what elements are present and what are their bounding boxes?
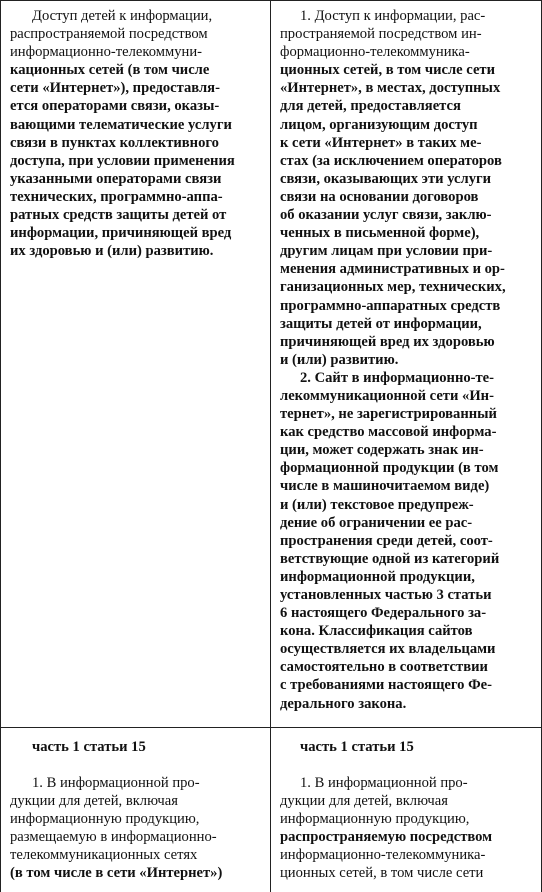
text-line: связи на основании договоров — [280, 188, 479, 205]
row1-right-paragraph-2 — [280, 369, 532, 713]
text-line: формационно-телекоммуника- — [280, 44, 470, 61]
text-line: ганизационных мер, технических, — [280, 279, 506, 296]
text-line: лекоммуникационной сети «Ин- — [280, 387, 494, 404]
text-line: размещаемую в информационно- — [10, 829, 217, 846]
row2-left-cell — [10, 774, 262, 883]
table-row-divider — [1, 727, 541, 728]
text-line: связи в пунктах коллективного — [10, 134, 219, 151]
text-line: самостоятельно в соответствии — [280, 659, 488, 676]
row1-right-paragraph-1 — [280, 7, 532, 369]
text-line: 6 настоящего Федерального за- — [280, 605, 487, 622]
text-line: связи, оказывающих эти услуги — [280, 170, 492, 187]
text-line: информационной продукции, — [280, 568, 475, 585]
text-line: пространяемой посредством ин- — [280, 26, 482, 43]
table-border-top — [1, 0, 541, 1]
text-line: информации, причиняющей вред — [10, 225, 232, 242]
text-line: об оказании услуг связи, заклю- — [280, 207, 492, 224]
text-line: 1. В информационной про- — [32, 775, 200, 791]
row2-right-article-reference: часть 1 статьи 15 — [300, 739, 414, 755]
text-line: информационно-телекоммуника- — [280, 847, 486, 864]
text-line: информационную продукцию, — [280, 811, 470, 828]
text-line: дукции для детей, включая — [280, 793, 448, 810]
row1-left-paragraph-body — [10, 25, 262, 260]
text-line: 1. В информационной про- — [300, 775, 468, 791]
text-line: причиняющей вред их здоровью — [280, 333, 495, 350]
text-line: ции, может содержать знак ин- — [280, 442, 484, 459]
table-column-divider — [270, 0, 271, 892]
text-line: ветствующие одной из категорий — [280, 550, 500, 567]
text-line: телекоммуникационных сетях — [10, 847, 198, 864]
text-line: распространяемую посредством — [280, 829, 493, 846]
text-line: дение об ограничении ее рас- — [280, 514, 473, 531]
row1-left-cell — [10, 7, 262, 260]
text-line: «Интернет», в местах, доступных — [280, 80, 501, 97]
text-line: тернет», не зарегистрированный — [280, 406, 497, 423]
text-line: дукции для детей, включая — [10, 793, 178, 810]
text-line: ратных средств защиты детей от — [10, 207, 227, 224]
text-line: ционных сетей, в том числе сети — [280, 865, 484, 882]
text-line: осуществляется их владельцами — [280, 641, 496, 658]
text-line: кационных сетей (в том числе — [10, 62, 210, 79]
text-line: ется операторами связи, оказы- — [10, 98, 220, 115]
text-line: лицом, организующим доступ — [280, 116, 478, 133]
text-line: 1. Доступ к информации, рас- — [300, 8, 486, 24]
text-line: (в том числе в сети «Интернет») — [10, 865, 223, 882]
text-line: стах (за исключением операторов — [280, 152, 502, 169]
text-line: и (или) текстовое предупреж- — [280, 496, 474, 513]
text-line: Доступ детей к информации, — [32, 8, 213, 24]
text-line: ченных в письменной форме), — [280, 225, 480, 242]
text-line: 2. Сайт в информационно-те- — [300, 369, 495, 386]
text-line: информационно-телекоммуни- — [10, 44, 202, 61]
text-line: менения административных и ор- — [280, 261, 505, 278]
text-line: сети «Интернет»), предоставля- — [10, 80, 220, 97]
text-line: распространяемой посредством — [10, 26, 208, 43]
text-line: информационную продукцию, — [10, 811, 200, 828]
text-line: и (или) развитию. — [280, 351, 399, 368]
text-line: доступа, при условии применения — [10, 152, 235, 169]
row1-right-cell — [280, 7, 532, 713]
text-line: для детей, предоставляется — [280, 98, 461, 115]
text-line: формационной продукции (в том — [280, 460, 499, 477]
text-line: к сети «Интернет» в таких ме- — [280, 134, 482, 151]
text-line: установленных частью 3 статьи — [280, 587, 492, 603]
text-line: дерального закона. — [280, 695, 407, 712]
row2-left-article-reference: часть 1 статьи 15 — [32, 739, 146, 755]
text-line: числе в машиночитаемом виде) — [280, 478, 490, 495]
text-line: пространения среди детей, соот- — [280, 532, 493, 549]
row1-left-paragraph — [10, 7, 262, 25]
row2-right-cell — [280, 774, 532, 883]
text-line: защиты детей от информации, — [280, 315, 482, 332]
text-line: с требованиями настоящего Фе- — [280, 677, 492, 694]
text-line: программно-аппаратных средств — [280, 297, 501, 314]
text-line: их здоровью и (или) развитию. — [10, 243, 214, 260]
text-line: технических, программно-аппа- — [10, 188, 223, 205]
text-line: указанными операторами связи — [10, 170, 222, 187]
text-line: кона. Классификация сайтов — [280, 623, 473, 640]
text-line: как средство массовой информа- — [280, 424, 497, 441]
text-line: другим лицам при условии при- — [280, 243, 493, 260]
table-border-left — [0, 0, 1, 892]
text-line: ционных сетей, в том числе сети — [280, 62, 496, 79]
text-line: вающими телематические услуги — [10, 116, 232, 133]
